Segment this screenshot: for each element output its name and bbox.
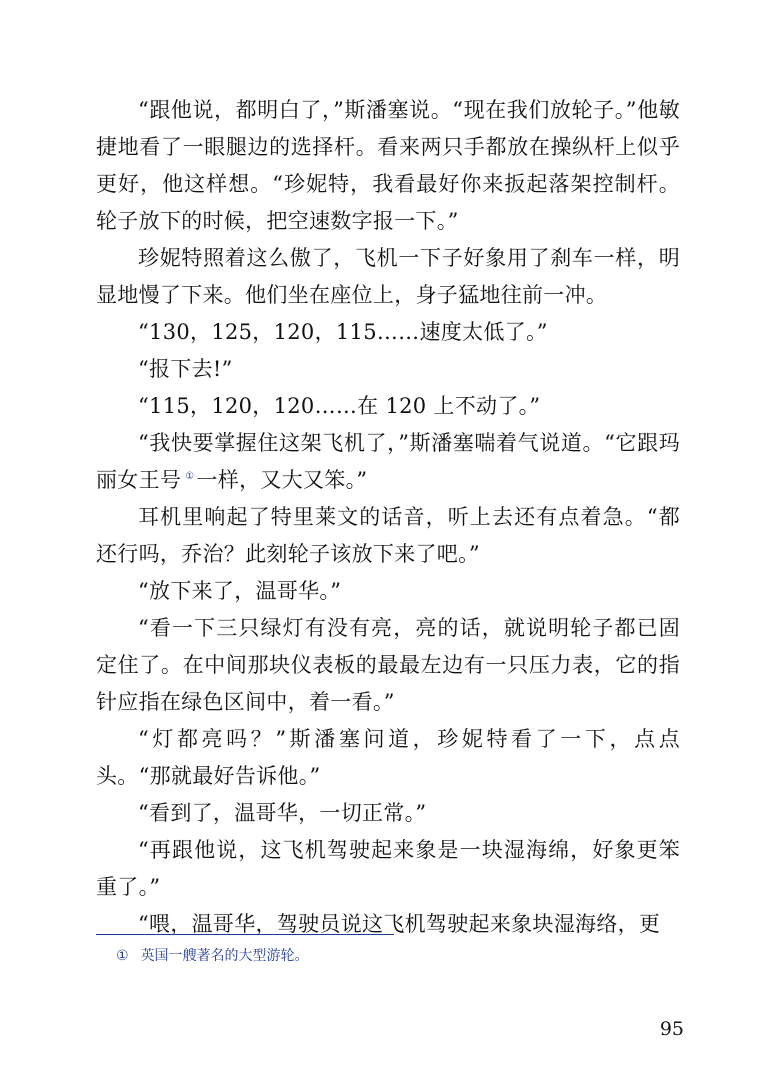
paragraph-7: 耳机里响起了特里莱文的话音，听上去还有点着急。“都还行吗，乔治？此刻轮子该放下来了吧。” [96,505,680,566]
paragraph-3: “130，125，120，115……速度太低了。” [138,320,548,344]
paragraph-6-text: “我快要掌握住这架飞机了，”斯潘塞喘着气说道。“它跟玛丽女王号 [96,431,680,492]
footnote-reference[interactable]: ① [185,471,195,482]
page-number: 95 [659,1018,684,1040]
body-text [96,92,680,943]
paragraph-12: “再跟他说，这飞机驾驶起来象是一块湿海绵，好象更笨重了。” [96,838,680,899]
paragraph-10: “灯都亮吗？”斯潘塞问道，珍妮特看了一下，点点头。“那就最好告诉他。” [96,727,680,788]
paragraph-2: 珍妮特照着这么傲了，飞机一下子好象用了刹车一样，明显地慢了下来。他们坐在座位上，身子猛地往前一冲。 [96,246,680,307]
footnote-divider [96,934,394,935]
paragraph-11: “看到了，温哥华，一切正常。” [138,801,427,825]
paragraph-13: “喂，温哥华，驾驶员说这飞机驾驶起来象块湿海络，更 [138,912,661,936]
paragraph-8: “放下来了，温哥华。” [138,579,342,603]
paragraph-9: “看一下三只绿灯有没有亮，亮的话，就说明轮子都已固定住了。在中间那块仪表板的最最左边有一只压力表，它的指针应指在绿色区间中，着一看。” [96,616,680,714]
footnote-mark: ① [116,948,129,964]
footnote [116,945,309,965]
paragraph-1: “跟他说，都明白了，”斯潘塞说。“现在我们放轮子。”他敏捷地看了一眼腿边的选择杆。看来两只手都放在操纵杆上似乎更好，他这样想。“珍妮特，我看最好你来扳起落架控制杆。轮子放下的时候，把空速数字报一下。” [96,98,680,233]
paragraph-4: “报下去!” [138,357,233,381]
paragraph-6 [96,425,680,499]
paragraph-6-tail: 一样，又大又笨。” [196,468,368,492]
paragraph-5: “115，120，120……在 120 上不动了。” [138,394,541,418]
footnote-text: 英国一艘著名的大型游轮。 [140,948,309,964]
